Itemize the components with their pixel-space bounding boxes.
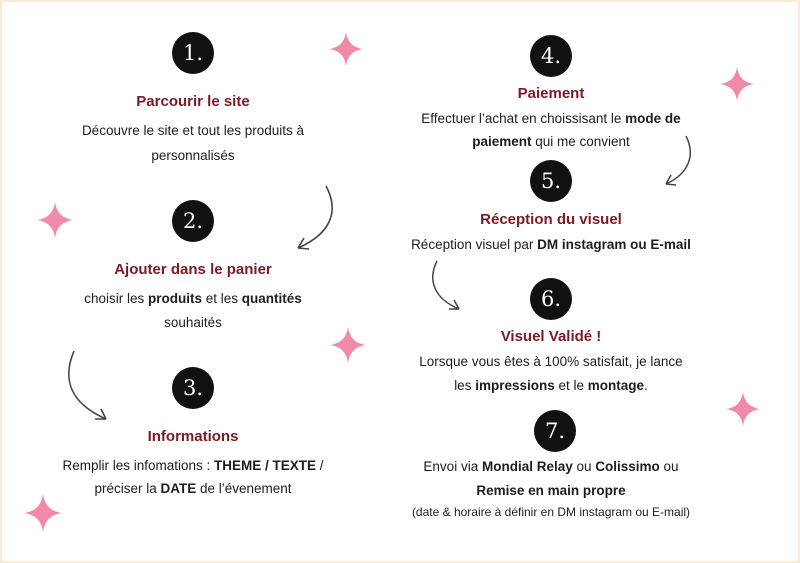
step-description: personnalisés bbox=[151, 148, 235, 163]
sparkle-icon bbox=[726, 392, 760, 426]
sparkle-icon bbox=[37, 202, 73, 238]
text-bold: paiement bbox=[472, 134, 532, 149]
text-bold: impressions bbox=[475, 378, 555, 393]
step-title: Parcourir le site bbox=[136, 93, 250, 110]
text-bold: Colissimo bbox=[595, 459, 660, 474]
step-description bbox=[372, 237, 730, 252]
text: Envoi via bbox=[423, 459, 482, 474]
step-title: Ajouter dans le panier bbox=[114, 261, 272, 278]
step-title: Paiement bbox=[517, 85, 585, 102]
text: préciser la bbox=[94, 481, 161, 496]
sparkle-icon bbox=[330, 327, 366, 363]
text-bold: DATE bbox=[160, 481, 197, 496]
sparkle-icon bbox=[329, 32, 363, 66]
step-description bbox=[42, 291, 344, 306]
text-bold: mode de bbox=[625, 111, 681, 126]
text: / bbox=[316, 458, 324, 473]
step-note: (date & horaire à définir en DM instagram ou E-mail) bbox=[411, 505, 691, 519]
step-description bbox=[32, 458, 354, 473]
text-bold: THEME / TEXTE bbox=[214, 458, 317, 473]
sparkle-icon bbox=[24, 494, 62, 532]
step-description bbox=[382, 459, 720, 474]
text-bold: DM instagram ou E-mail bbox=[537, 237, 691, 252]
step-number: 6. bbox=[530, 278, 572, 320]
text-bold: Mondial Relay bbox=[481, 459, 573, 474]
step-description: Lorsque vous êtes à 100% satisfait, je lance bbox=[419, 354, 683, 369]
step-description bbox=[382, 134, 720, 149]
text: Réception visuel par bbox=[411, 237, 538, 252]
step-number: 1. bbox=[172, 32, 214, 74]
text: Remplir les infomations : bbox=[62, 458, 215, 473]
text: de l’évenement bbox=[196, 481, 292, 496]
step-title: Visuel Validé ! bbox=[500, 328, 602, 345]
sparkle-icon bbox=[720, 67, 754, 101]
text: ou bbox=[572, 459, 596, 474]
step-description: souhaités bbox=[164, 315, 222, 330]
step-number: 5. bbox=[530, 160, 572, 202]
text-bold: montage bbox=[587, 378, 645, 393]
text: et les bbox=[201, 291, 242, 306]
text: choisir les bbox=[84, 291, 148, 306]
step-number: 2. bbox=[172, 200, 214, 242]
step-description: Découvre le site et tout les produits à bbox=[81, 123, 305, 138]
curved-arrow-icon bbox=[62, 347, 117, 427]
step-number: 3. bbox=[172, 367, 214, 409]
text-bold: produits bbox=[147, 291, 202, 306]
text-bold: quantités bbox=[241, 291, 302, 306]
text: qui me convient bbox=[531, 134, 630, 149]
step-description bbox=[32, 481, 354, 496]
text: ou bbox=[659, 459, 679, 474]
step-number: 4. bbox=[530, 35, 572, 77]
step-description bbox=[382, 378, 720, 393]
step-title: Réception du visuel bbox=[480, 211, 622, 228]
step-description: Remise en main propre bbox=[476, 483, 626, 498]
curved-arrow-icon bbox=[282, 182, 342, 262]
curved-arrow-icon bbox=[425, 257, 470, 317]
text: et le bbox=[554, 378, 588, 393]
step-description bbox=[382, 111, 720, 126]
text: Effectuer l’achat en choissisant le bbox=[421, 111, 626, 126]
step-number: 7. bbox=[534, 410, 576, 452]
text: les bbox=[454, 378, 476, 393]
text: . bbox=[644, 378, 648, 393]
step-title: Informations bbox=[147, 428, 239, 445]
